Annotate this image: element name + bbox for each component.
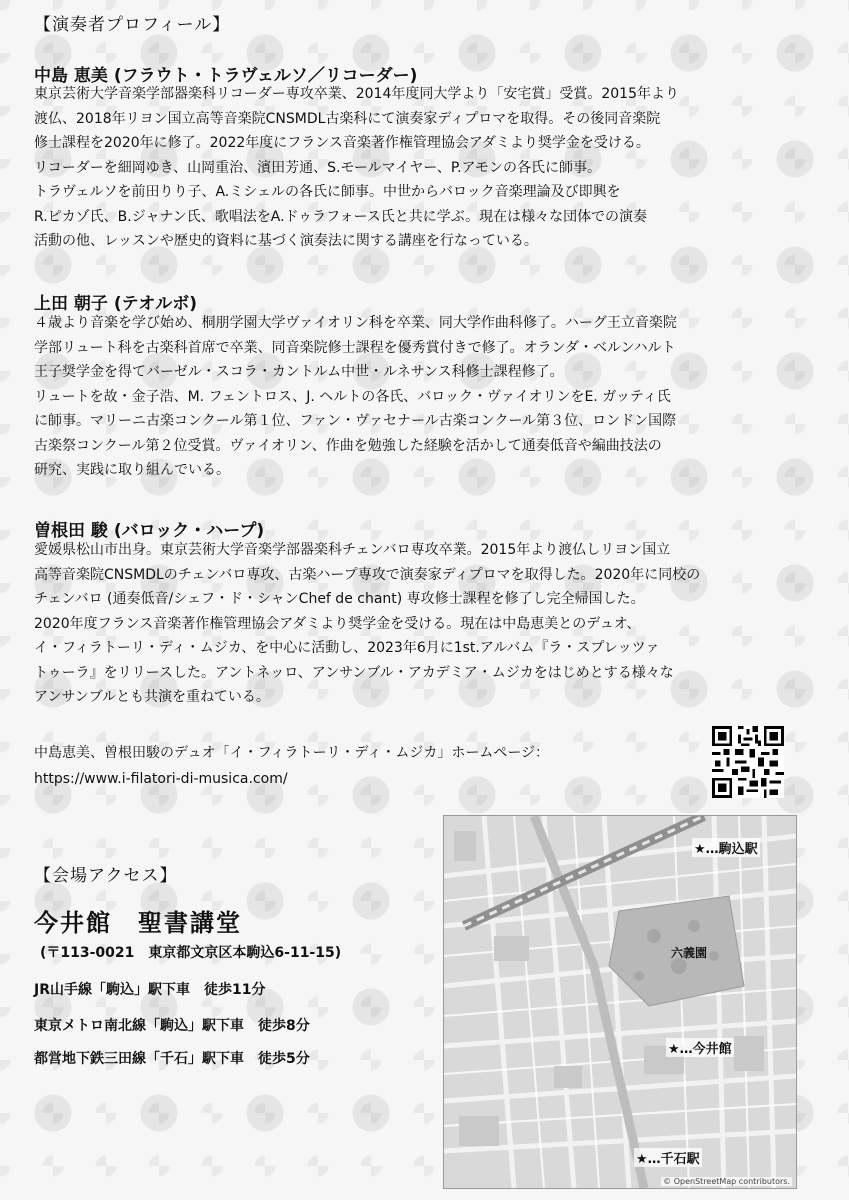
bio-line: チェンバロ (通奏低音/シェフ・ド・シャンChef de chant) 専攻修士課程を修了し完全帰国した。: [34, 591, 645, 607]
map-label-sengoku-station: ★…千石駅: [634, 1148, 702, 1167]
performer-bio-soneda: [34, 538, 824, 710]
bio-line: 高等音楽院CNSMDLのチェンバロ専攻、古楽ハープ専攻で演奏家ディプロマを取得した。2020年に同校の: [34, 566, 701, 583]
duo-homepage-label: 中島恵美、曽根田駿のデュオ「イ・フィラトーリ・ディ・ムジカ」ホームページ：: [34, 745, 550, 761]
route-toei: 都営地下鉄三田線「千石」駅下車 徒歩5分: [34, 1051, 310, 1067]
map-credit: © OpenStreetMap contributors.: [663, 1177, 790, 1186]
qr-code-icon[interactable]: [712, 726, 784, 798]
bio-line: リコーダーを細岡ゆき、山岡重治、濱田芳通、S.モールマイヤー、P.アモンの各氏に師事。: [34, 159, 601, 176]
performer-bio-ueda: [34, 311, 824, 483]
bio-line: 修士課程を2020年に修了。2022年度にフランス音楽著作権管理協会アダミより奨学金を受ける。: [34, 135, 650, 151]
map-image: [444, 816, 796, 1188]
bio-line: 東京芸術大学音楽学部器楽科リコーダー専攻卒業、2014年度同大学より「安宅賞」受賞。2015年より: [34, 86, 679, 102]
duo-homepage: [34, 740, 549, 792]
performer-bio-nakajima: [34, 82, 824, 254]
bio-line: アンサンブルとも共演を重ねている。: [34, 689, 270, 705]
bio-line: ４歳より音楽を学び始め、桐朋学園大学ヴァイオリン科を卒業、同大学作曲科修了。ハーグ王立音楽院: [34, 315, 677, 331]
bio-line: 渡仏、2018年リヨン国立高等音楽院CNSMDL古楽科にて演奏家ディプロマを取得。その後同音楽院: [34, 110, 661, 127]
map-label-komagome-station: ★…駒込駅: [692, 838, 760, 857]
performer-name-nakajima: 中島 恵美 (フラウト・トラヴェルソ／リコーダー): [34, 66, 418, 86]
venue-name: 今井館 聖書講堂: [34, 909, 242, 937]
bio-line: 愛媛県松山市出身。東京芸術大学音楽学部器楽科チェンバロ専攻卒業。2015年より渡仏しリヨン国立: [34, 542, 671, 558]
route-metro: 東京メトロ南北線「駒込」駅下車 徒歩8分: [34, 1018, 310, 1034]
bio-line: リュートを故・金子浩、M. フェントロス、J. ヘルトの各氏、バロック・ヴァイオリンをE. ガッティ氏: [34, 388, 671, 405]
bio-line: 活動の他、レッスンや歴史的資料に基づく演奏法に関する講座を行なっている。: [34, 233, 538, 249]
bio-line: トゥーラ』をリリースした。アントネッロ、アンサンブル・アカデミア・ムジカをはじめとする様々な: [34, 664, 674, 681]
access-map[interactable]: [443, 815, 797, 1189]
map-label-rikugien: 六義園: [671, 946, 708, 960]
bio-line: R.ピカゾ氏、B.ジャナン氏、歌唱法をA.ドゥラフォース氏と共に学ぶ。現在は様々な団体での演奏: [34, 208, 648, 225]
performer-name-ueda: 上田 朝子 (テオルボ): [34, 294, 198, 314]
performer-name-soneda: 曽根田 駿 (バロック・ハープ): [34, 521, 265, 541]
bio-line: 学部リュート科を古楽科首席で卒業、同音楽院修士課程を優秀賞付きで修了。オランダ・ベルンハルト: [34, 339, 676, 356]
bio-line: 古楽祭コンクール第２位受賞。ヴァイオリン、作曲を勉強した経験を活かして通奏低音や編曲技法の: [34, 437, 662, 454]
venue-address: (〒113-0021 東京都文京区本駒込6-11-15): [40, 945, 342, 961]
bio-line: 王子奨学金を得てバーゼル・スコラ・カントルム中世・ルネサンス科修士課程修了。: [34, 364, 564, 380]
map-label-imaikan: ★…今井館: [666, 1038, 734, 1057]
bio-line: 研究、実践に取り組んでいる。: [34, 462, 230, 478]
bio-line: に師事。マリーニ古楽コンクール第１位、ファン・ヴァセナール古楽コンクール第３位、ロンドン国際: [34, 413, 677, 429]
access-heading: 【会場アクセス】: [34, 866, 178, 886]
bio-line: 2020年度フランス音楽著作権管理協会アダミより奨学金を受ける。現在は中島恵美とのデュオ、: [34, 615, 641, 632]
profile-heading: 【演奏者プロフィール】: [34, 15, 231, 35]
route-jr: JR山手線「駒込」駅下車 徒歩11分: [34, 982, 266, 998]
duo-homepage-url[interactable]: https://www.i-filatori-di-musica.com/: [34, 771, 288, 787]
bio-line: イ・フィラトーリ・ディ・ムジカ、を中心に活動し、2023年6月に1st.アルバム『ラ・スプレッツァ: [34, 640, 660, 656]
bio-line: トラヴェルソを前田りり子、A.ミシェルの各氏に師事。中世からバロック音楽理論及び即興を: [34, 184, 621, 200]
